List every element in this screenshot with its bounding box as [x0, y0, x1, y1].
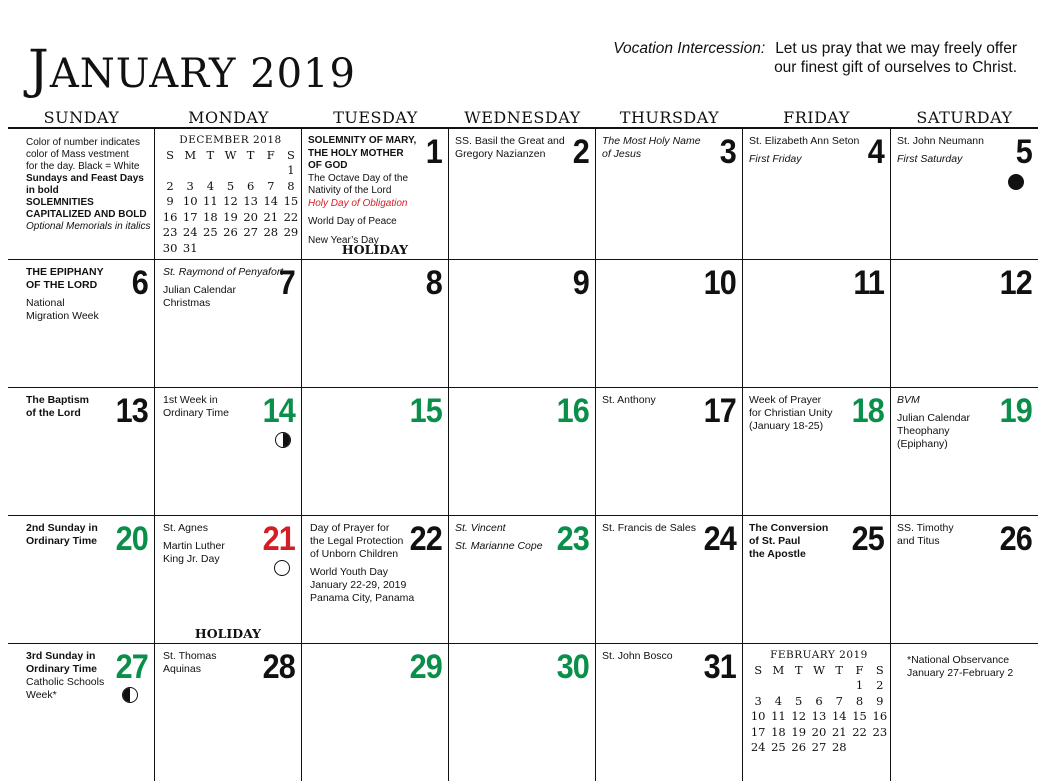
weekday-saturday: SATURDAY	[916, 108, 1013, 127]
day-note: of Jesus	[602, 148, 642, 160]
mini-head: F	[266, 147, 275, 162]
mini-day: 20	[243, 209, 258, 224]
feast-title: Ordinary Time	[26, 663, 97, 675]
mini-week-row	[748, 724, 890, 740]
mini-week-row	[748, 678, 890, 694]
mini-day: 1	[855, 678, 864, 693]
solemnity-title: OF THE LORD	[26, 279, 98, 291]
day-number: 31	[703, 648, 736, 686]
day-number: 11	[853, 264, 884, 302]
day-number: 6	[131, 264, 148, 302]
mini-day: 17	[750, 724, 766, 739]
mini-day: 4	[206, 178, 215, 193]
day-cell-25	[743, 516, 891, 644]
mini-day: 14	[263, 194, 279, 209]
mini-week-row	[748, 693, 890, 709]
day-number: 5	[1015, 133, 1032, 171]
holiday-label: HOLIDAY	[194, 626, 262, 641]
day-notes	[749, 135, 859, 166]
day-note: SS. Timothy	[897, 522, 954, 534]
new-moon-icon	[1008, 174, 1024, 190]
vocation-intercession	[497, 39, 1017, 77]
footnote	[907, 654, 1013, 680]
month-rest: ANUARY	[49, 51, 237, 97]
mini-calendar-cell	[743, 644, 891, 781]
day-number: 25	[851, 520, 884, 558]
mini-day	[849, 740, 869, 756]
year: 2019	[250, 51, 356, 97]
mini-calendar-table	[748, 662, 890, 755]
mini-day: 6	[246, 178, 255, 193]
mini-day: 12	[223, 194, 238, 209]
mini-day: 26	[791, 740, 807, 755]
mini-day: 11	[771, 709, 786, 724]
mini-day	[241, 163, 261, 179]
weekday-header	[8, 108, 1038, 128]
holiday-label: HOLIDAY	[341, 242, 409, 257]
day-note: Gregory Nazianzen	[455, 148, 546, 160]
day-note: New Year’s Day	[308, 234, 379, 246]
weekday-wednesday: WEDNESDAY	[464, 108, 581, 127]
day-note: St. John Bosco	[602, 650, 673, 662]
day-note: St. Francis de Sales	[602, 522, 696, 534]
day-notes	[602, 522, 696, 535]
mini-day: 24	[182, 225, 198, 240]
mini-header-row	[748, 662, 890, 678]
mini-day: 21	[263, 209, 279, 224]
legend-bold: Sundays and Feast Days	[26, 173, 144, 184]
footnote-line: *National Observance	[907, 654, 1010, 666]
day-cell-7	[155, 260, 302, 388]
mini-day: 19	[791, 724, 807, 739]
solemnity-title: THE EPIPHANY	[26, 266, 104, 278]
day-number: 30	[556, 648, 589, 686]
day-note: Aquinas	[163, 663, 201, 675]
day-cell-23	[449, 516, 596, 644]
day-notes	[455, 135, 565, 161]
weekday-monday: MONDAY	[188, 108, 269, 127]
mini-day: 6	[815, 693, 823, 708]
mini-day	[261, 163, 281, 179]
mini-week-row	[160, 163, 301, 179]
mini-day: 3	[754, 693, 762, 708]
mini-day: 29	[283, 225, 299, 240]
mini-day: 26	[223, 225, 238, 240]
day-notes	[897, 135, 984, 166]
mini-week-row	[160, 240, 301, 256]
day-notes	[308, 135, 418, 247]
day-notes	[897, 394, 970, 451]
day-number: 2	[572, 133, 589, 171]
mini-day: 17	[182, 209, 198, 224]
day-number: 23	[556, 520, 589, 558]
day-number: 12	[999, 264, 1032, 302]
day-notes	[26, 394, 89, 420]
day-cell-31	[596, 644, 743, 781]
mini-day: 19	[223, 209, 238, 224]
weekday-sunday: SUNDAY	[43, 108, 120, 127]
feast-title: of St. Paul	[749, 535, 801, 547]
day-cell-28	[155, 644, 302, 781]
day-cell-21	[155, 516, 302, 644]
day-cell-5	[891, 129, 1038, 260]
day-note: St. Thomas	[163, 650, 217, 662]
day-note: World Youth Day	[310, 566, 389, 578]
legend	[26, 137, 151, 233]
holy-day-of-obligation: Holy Day of Obligation	[308, 197, 408, 209]
mini-day	[180, 163, 200, 179]
mini-day: 2	[166, 178, 174, 193]
mini-calendar-cell	[155, 129, 302, 260]
mini-day	[220, 163, 240, 179]
mini-day: 15	[283, 194, 299, 209]
day-cell-11	[743, 260, 891, 388]
day-cell-9	[449, 260, 596, 388]
mini-day: 2	[876, 678, 884, 693]
mini-calendar-february	[748, 649, 890, 755]
month-initial: J	[28, 40, 50, 100]
mini-day	[789, 678, 809, 694]
mini-day: 20	[811, 724, 827, 739]
mini-day: 18	[203, 209, 218, 224]
day-notes	[26, 522, 98, 548]
mini-day	[241, 240, 261, 256]
day-notes	[455, 522, 543, 553]
mini-day	[200, 163, 220, 179]
day-note: Christmas	[163, 297, 211, 309]
day-cell-2	[449, 129, 596, 260]
mini-day: 8	[287, 178, 295, 193]
footnote-line: January 27-February 2	[907, 667, 1014, 679]
mini-day: 5	[795, 693, 803, 708]
mini-head: W	[224, 147, 237, 162]
mini-head: T	[206, 147, 215, 162]
day-note: BVM	[897, 394, 920, 406]
calendar-grid	[8, 127, 1038, 781]
day-cell-30	[449, 644, 596, 781]
mini-calendar-title: FEBRUARY 2019	[770, 649, 868, 661]
day-cell-4	[743, 129, 891, 260]
vocation-line1: Let us pray that we may freely offer	[775, 40, 1017, 57]
mini-day: 28	[831, 740, 847, 755]
day-note: January 22-29, 2019	[310, 579, 407, 591]
day-note: Nativity of the Lord	[308, 185, 392, 196]
day-notes	[163, 650, 217, 676]
mini-week-row	[748, 740, 890, 756]
day-note: Panama City, Panama	[310, 592, 415, 604]
mini-day: 28	[263, 225, 279, 240]
weekday-friday: FRIDAY	[783, 108, 850, 127]
mini-week-row	[160, 225, 301, 241]
day-cell-24	[596, 516, 743, 644]
mini-calendar-table	[160, 147, 301, 256]
day-note: (Epiphany)	[897, 438, 948, 450]
day-cell-19	[891, 388, 1038, 516]
day-notes	[749, 522, 828, 561]
month-title	[28, 40, 356, 100]
mini-day: 1	[287, 163, 295, 178]
day-note: Julian Calendar	[163, 284, 236, 296]
day-number: 8	[425, 264, 442, 302]
mini-day: 24	[750, 740, 766, 755]
mini-day	[829, 678, 849, 694]
day-notes	[163, 522, 225, 566]
legend-bold: in bold	[26, 185, 59, 196]
day-number: 16	[556, 392, 589, 430]
feast-title: The Baptism	[26, 394, 90, 406]
day-notes	[749, 394, 832, 433]
day-notes	[163, 394, 229, 420]
mini-day: 16	[162, 209, 178, 224]
weekday-tuesday: TUESDAY	[333, 108, 418, 127]
day-number: 7	[278, 264, 295, 302]
solemnity-title: THE HOLY MOTHER OF GOD	[308, 147, 404, 171]
day-cell-10	[596, 260, 743, 388]
day-note: the Legal Protection	[310, 535, 404, 547]
day-note: St. Agnes	[163, 522, 208, 534]
mini-day: 7	[267, 178, 275, 193]
day-cell-15	[302, 388, 449, 516]
legend-caps: SOLEMNITIES	[26, 197, 94, 208]
day-cell-20	[8, 516, 155, 644]
day-note: and Titus	[897, 535, 940, 547]
mini-day: 9	[876, 693, 884, 708]
day-note: First Saturday	[897, 153, 963, 165]
day-notes	[26, 650, 104, 702]
day-number: 24	[703, 520, 736, 558]
mini-day	[200, 240, 220, 256]
day-cell-26	[891, 516, 1038, 644]
mini-head: W	[813, 662, 825, 677]
mini-week-row	[160, 178, 301, 194]
feast-title: 3rd Sunday in	[26, 650, 96, 662]
mini-head: F	[855, 662, 864, 677]
day-number: 15	[409, 392, 442, 430]
mini-day: 11	[203, 194, 218, 209]
day-number: 10	[703, 264, 736, 302]
mini-day: 8	[855, 693, 864, 708]
mini-day	[809, 678, 829, 694]
mini-week-row	[160, 194, 301, 210]
day-note: Martin Luther	[163, 540, 225, 552]
mini-head: T	[835, 662, 844, 677]
mini-head: M	[772, 662, 785, 677]
day-cell-13	[8, 388, 155, 516]
day-note: SS. Basil the Great and	[455, 135, 565, 147]
day-number: 4	[867, 133, 884, 171]
day-cell-8	[302, 260, 449, 388]
day-note: Migration Week	[26, 310, 99, 322]
day-note: Week*	[26, 689, 57, 701]
mini-week-row	[748, 709, 890, 725]
mini-day: 22	[852, 724, 867, 739]
first-quarter-moon-icon	[275, 432, 291, 448]
day-notes	[897, 522, 954, 548]
mini-day: 25	[771, 740, 786, 755]
day-note: St. Marianne Cope	[455, 540, 543, 552]
day-number: 14	[262, 392, 295, 430]
footnote-cell	[891, 644, 1038, 781]
mini-day: 13	[811, 709, 827, 724]
legend-cell	[8, 129, 155, 260]
weekday-thursday: THURSDAY	[619, 108, 720, 127]
feast-title: Ordinary Time	[26, 535, 97, 547]
day-number: 28	[262, 648, 295, 686]
day-note: St. Anthony	[602, 394, 656, 406]
day-cell-29	[302, 644, 449, 781]
day-number: 13	[115, 392, 148, 430]
day-number: 26	[999, 520, 1032, 558]
day-notes	[602, 650, 673, 663]
feast-title: of the Lord	[26, 407, 81, 419]
mini-day: 10	[750, 709, 766, 724]
mini-head: M	[184, 147, 197, 162]
mini-week-row	[160, 209, 301, 225]
day-number: 1	[425, 133, 442, 171]
day-cell-18	[743, 388, 891, 516]
day-number: 18	[851, 392, 884, 430]
day-note: for Christian Unity	[749, 407, 833, 419]
legend-italic: Optional Memorials in italics	[26, 221, 151, 232]
mini-header-row	[160, 147, 301, 163]
day-note: of Unborn Children	[310, 548, 399, 560]
mini-day	[768, 678, 788, 694]
feast-title: The Conversion	[749, 522, 829, 534]
mini-day	[261, 240, 281, 256]
mini-day	[281, 240, 301, 256]
mini-day: 23	[162, 225, 178, 240]
mini-calendar-december	[160, 134, 301, 256]
day-number: 29	[409, 648, 442, 686]
mini-day: 5	[226, 178, 235, 193]
day-cell-22	[302, 516, 449, 644]
day-note: National	[26, 297, 65, 309]
mini-day	[220, 240, 240, 256]
mini-day: 4	[774, 693, 783, 708]
mini-day	[870, 740, 890, 756]
mini-head: S	[754, 662, 763, 677]
day-cell-6	[8, 260, 155, 388]
day-note: St. Elizabeth Ann Seton	[749, 135, 860, 147]
day-number: 19	[999, 392, 1032, 430]
day-number: 20	[115, 520, 148, 558]
day-note: The Most Holy Name	[602, 135, 701, 147]
day-notes	[310, 522, 414, 605]
mini-head: T	[794, 662, 803, 677]
full-moon-icon	[274, 560, 290, 576]
day-cell-16	[449, 388, 596, 516]
last-quarter-moon-icon	[122, 687, 138, 703]
day-notes	[602, 135, 701, 161]
day-note: Theophany	[897, 425, 950, 437]
day-note: Julian Calendar	[897, 412, 970, 424]
day-cell-27	[8, 644, 155, 781]
day-number: 9	[572, 264, 589, 302]
day-note: St. John Neumann	[897, 135, 984, 147]
vocation-label: Vocation Intercession:	[613, 40, 766, 57]
day-cell-17	[596, 388, 743, 516]
day-note: First Friday	[749, 153, 802, 165]
mini-head: T	[246, 147, 255, 162]
day-note: World Day of Peace	[308, 216, 397, 227]
mini-day: 10	[182, 194, 198, 209]
mini-day: 12	[791, 709, 807, 724]
day-notes	[602, 394, 656, 407]
mini-day: 30	[162, 240, 178, 255]
vocation-line2: our finest gift of ourselves to Christ.	[774, 59, 1017, 76]
mini-day: 18	[771, 724, 786, 739]
feast-title: 2nd Sunday in	[26, 522, 98, 534]
day-number: 3	[719, 133, 736, 171]
legend-line: for the day. Black = White	[26, 161, 140, 172]
day-number: 22	[409, 520, 442, 558]
day-note: St. Raymond of Penyafort	[163, 266, 284, 278]
mini-head: S	[875, 662, 884, 677]
mini-day: 3	[186, 178, 194, 193]
solemnity-title: SOLEMNITY OF MARY,	[308, 135, 417, 146]
mini-day: 16	[872, 709, 888, 724]
day-number: 27	[115, 648, 148, 686]
day-note: St. Vincent	[455, 522, 506, 534]
mini-day	[748, 678, 768, 694]
mini-head: S	[166, 147, 175, 162]
mini-day: 14	[831, 709, 847, 724]
day-note: King Jr. Day	[163, 553, 220, 565]
legend-caps: CAPITALIZED AND BOLD	[26, 209, 147, 220]
day-note: Ordinary Time	[163, 407, 229, 419]
day-note: Week of Prayer	[749, 394, 822, 406]
day-cell-3	[596, 129, 743, 260]
day-note: The Octave Day of the	[308, 172, 409, 184]
mini-day: 15	[852, 709, 867, 724]
day-notes	[163, 266, 283, 310]
mini-day: 7	[835, 693, 843, 708]
day-note: (January 18-25)	[749, 420, 824, 432]
mini-day: 27	[243, 225, 258, 240]
mini-day	[160, 163, 180, 179]
feast-title: the Apostle	[749, 548, 806, 560]
day-note: 1st Week in	[163, 394, 218, 406]
mini-day: 27	[811, 740, 827, 755]
day-cell-12	[891, 260, 1038, 388]
day-number: 21	[262, 520, 295, 558]
day-number: 17	[703, 392, 736, 430]
legend-line: Color of number indicates	[26, 137, 140, 148]
mini-day: 25	[203, 225, 218, 240]
mini-day: 21	[831, 724, 847, 739]
mini-head: S	[286, 147, 295, 162]
day-cell-14	[155, 388, 302, 516]
mini-day: 22	[283, 209, 299, 224]
day-note: Day of Prayer for	[310, 522, 390, 534]
legend-line: color of Mass vestment	[26, 149, 129, 160]
day-note: Catholic Schools	[26, 676, 105, 688]
day-cell-1	[302, 129, 449, 260]
mini-day: 31	[182, 240, 198, 255]
mini-day: 9	[166, 194, 174, 209]
mini-day: 13	[243, 194, 258, 209]
day-notes	[26, 266, 104, 323]
mini-day: 23	[872, 724, 888, 739]
mini-calendar-title: DECEMBER 2018	[179, 134, 282, 146]
